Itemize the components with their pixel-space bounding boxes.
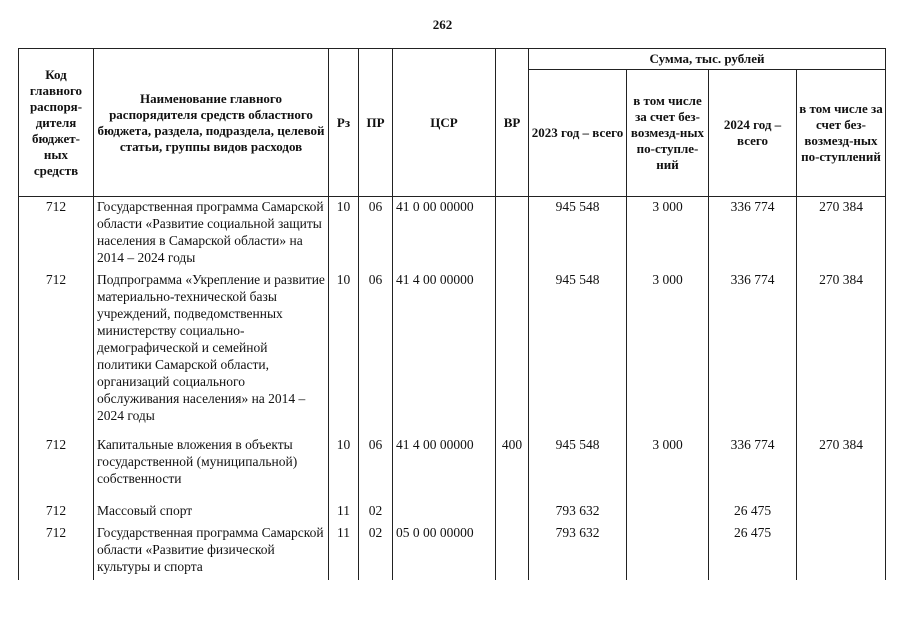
table-row [19,429,886,492]
cell-2023-total: 793 632 [529,524,627,580]
cell-2024-total: 336 774 [709,429,797,492]
cell-pr: 06 [359,271,393,429]
cell-2024-free [797,524,886,580]
cell-code: 712 [19,429,94,492]
cell-pr: 02 [359,524,393,580]
cell-2023-free [627,492,709,524]
cell-csr: 41 4 00 00000 [393,271,496,429]
cell-code: 712 [19,197,94,272]
cell-name: Подпрограмма «Укрепление и развитие материально-технической базы учреждений, подведомственных министерству социально-демографической и семейной политики Самарской области, организаций социального обслуживания населения» на 2014 – 2024 годы [94,271,329,429]
cell-2024-free: 270 384 [797,429,886,492]
cell-vr: 400 [496,429,529,492]
cell-2023-total: 793 632 [529,492,627,524]
cell-2023-free: 3 000 [627,271,709,429]
table-row [19,492,886,524]
cell-csr [393,492,496,524]
cell-code: 712 [19,492,94,524]
cell-2024-total: 26 475 [709,492,797,524]
cell-rz: 10 [329,271,359,429]
header-code: Код главного распоря-дителя бюджет-ных средств [19,49,94,197]
cell-name: Капитальные вложения в объекты государственной (муниципальной) собственности [94,429,329,492]
header-2023-free: в том числе за счет без-возмезд-ных по-ступле-ний [627,70,709,197]
cell-pr: 02 [359,492,393,524]
cell-name: Массовый спорт [94,492,329,524]
budget-table [18,48,886,580]
cell-csr: 41 4 00 00000 [393,429,496,492]
cell-2024-free: 270 384 [797,271,886,429]
header-csr: ЦСР [393,49,496,197]
cell-2023-total: 945 548 [529,271,627,429]
cell-code: 712 [19,271,94,429]
cell-2024-free [797,492,886,524]
cell-2024-free: 270 384 [797,197,886,272]
header-pr: ПР [359,49,393,197]
cell-vr [496,524,529,580]
cell-2023-free: 3 000 [627,429,709,492]
cell-2023-free: 3 000 [627,197,709,272]
header-2024-total: 2024 год – всего [709,70,797,197]
header-sum-title: Сумма, тыс. рублей [529,49,886,70]
cell-vr [496,197,529,272]
cell-2024-total: 26 475 [709,524,797,580]
cell-2024-total: 336 774 [709,271,797,429]
cell-rz: 10 [329,197,359,272]
cell-vr [496,271,529,429]
cell-rz: 11 [329,524,359,580]
cell-rz: 11 [329,492,359,524]
budget-sheet [18,48,885,580]
header-2024-free: в том числе за счет без-возмезд-ных по-ступлений [797,70,886,197]
cell-2023-total: 945 548 [529,429,627,492]
cell-pr: 06 [359,197,393,272]
cell-name: Государственная программа Самарской области «Развитие социальной защиты населения в Самарской области» на 2014 – 2024 годы [94,197,329,272]
header-name: Наименование главного распорядителя средств областного бюджета, раздела, подраздела, целевой статьи, группы видов расходов [94,49,329,197]
cell-2023-free [627,524,709,580]
header-rz: Рз [329,49,359,197]
table-header [19,49,886,197]
table-row [19,197,886,272]
header-vr: ВР [496,49,529,197]
table-row [19,524,886,580]
table-row [19,271,886,429]
cell-name: Государственная программа Самарской области «Развитие физической культуры и спорта [94,524,329,580]
table-body [19,197,886,581]
cell-vr [496,492,529,524]
header-2023-total: 2023 год – всего [529,70,627,197]
cell-code: 712 [19,524,94,580]
cell-rz: 10 [329,429,359,492]
cell-csr: 41 0 00 00000 [393,197,496,272]
page-number: 262 [432,17,453,32]
cell-2024-total: 336 774 [709,197,797,272]
cell-pr: 06 [359,429,393,492]
cell-csr: 05 0 00 00000 [393,524,496,580]
cell-2023-total: 945 548 [529,197,627,272]
